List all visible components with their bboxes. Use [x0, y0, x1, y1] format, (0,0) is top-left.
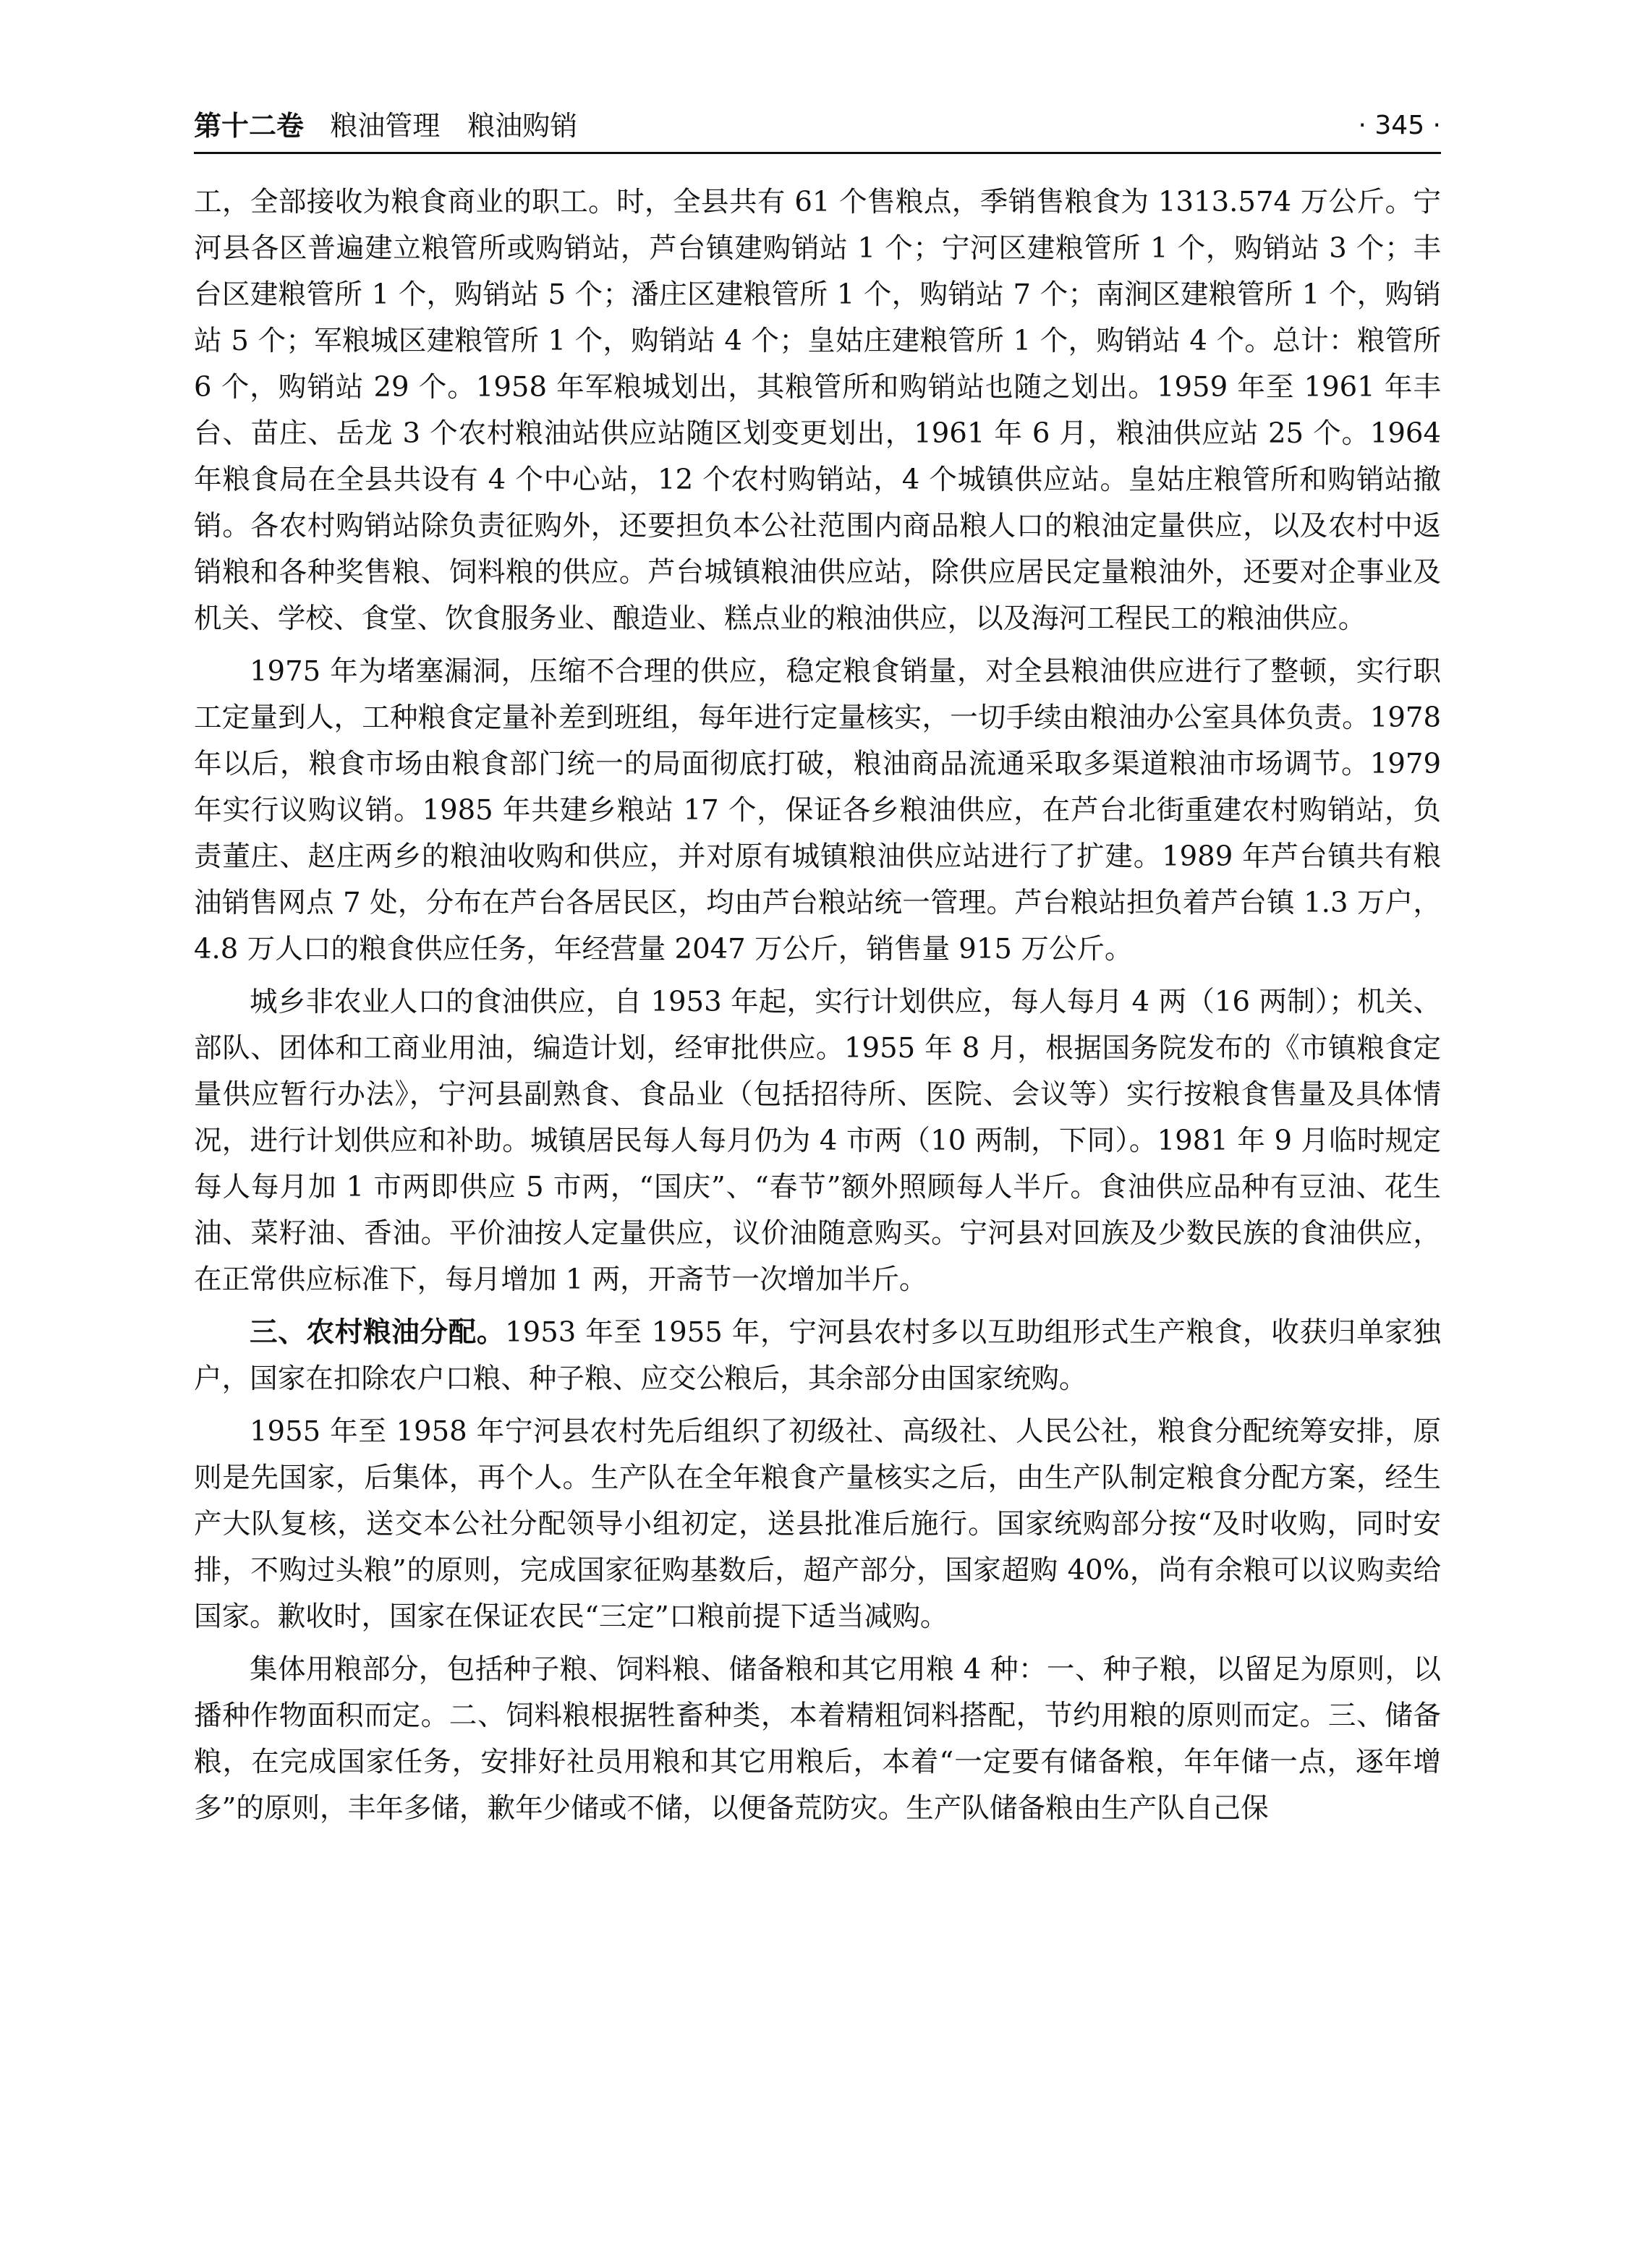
paragraph-6: 集体用粮部分，包括种子粮、饲料粮、储备粮和其它用粮 4 种：一、种子粮，以留足为原则，以播种作物面积而定。二、饲料粮根据牲畜种类，本着精粗饲料搭配，节约用粮的原则而定。三、储备粮，在完成国家任务，安排好社员用粮和其它用粮后，本着“一定要有储备粮，年年储一点，逐年增多”的原则，丰年多储，歉年少储或不储，以便备荒防灾。生产队储备粮由生产队自己保: [194, 1653, 1441, 1825]
paragraph-4-text: 1953 年至 1955 年，宁河县农村多以互助组形式生产粮食，收获归单家独户，国家在扣除农户口粮、种子粮、应交公粮后，其余部分由国家统购。: [194, 1316, 1441, 1395]
paragraph-4: [194, 1310, 1441, 1402]
page-header: [194, 107, 1441, 154]
paragraph-5: 1955 年至 1958 年宁河县农村先后组织了初级社、高级社、人民公社，粮食分配统筹安排，原则是先国家，后集体，再个人。生产队在全年粮食产量核实之后，由生产队制定粮食分配方案，经生产大队复核，送交本公社分配领导小组初定，送县批准后施行。国家统购部分按“及时收购，同时安排，不购过头粮”的原则，完成国家征购基数后，超产部分，国家超购 40%，尚有余粮可以议购卖给国家。歉收时，国家在保证农民“三定”口粮前提下适当减购。: [194, 1415, 1441, 1633]
body-text: [194, 179, 1441, 1838]
paragraph-2: 1975 年为堵塞漏洞，压缩不合理的供应，稳定粮食销量，对全县粮油供应进行了整顿，实行职工定量到人，工种粮食定量补差到班组，每年进行定量核实，一切手续由粮油办公室具体负责。1978 年以后，粮食市场由粮食部门统一的局面彻底打破，粮油商品流通采取多渠道粮油市场调节。1979 年实行议购议销。1985 年共建乡粮站 17 个，保证各乡粮油供应，在芦台北街重建农村购销站，负责董庄、赵庄两乡的粮油收购和供应，并对原有城镇粮油供应站进行了扩建。1989 年芦台镇共有粮油销售网点 7 处，分布在芦台各居民区，均由芦台粮站统一管理。芦台粮站担负着芦台镇 1.3 万户，4.8 万人口的粮食供应任务，年经营量 2047 万公斤，销售量 915 万公斤。: [194, 655, 1441, 965]
paragraph-1: 工，全部接收为粮食商业的职工。时，全县共有 61 个售粮点，季销售粮食为 1313.574 万公斤。宁河县各区普遍建立粮管所或购销站，芦台镇建购销站 1 个；宁河区建粮管所 1 个，购销站 3 个；丰台区建粮管所 1 个，购销站 5 个；潘庄区建粮管所 1 个，购销站 7 个；南涧区建粮管所 1 个，购销站 5 个；军粮城区建粮管所 1 个，购销站 4 个；皇姑庄建粮管所 1 个，购销站 4 个。总计：粮管所 6 个，购销站 29 个。1958 年军粮城划出，其粮管所和购销站也随之划出。1959 年至 1961 年丰台、苗庄、岳龙 3 个农村粮油站供应站随区划变更划出，1961 年 6 月，粮油供应站 25 个。1964 年粮食局在全县共设有 4 个中心站，12 个农村购销站，4 个城镇供应站。皇姑庄粮管所和购销站撤销。各农村购销站除负责征购外，还要担负本公社范围内商品粮人口的粮油定量供应，以及农村中返销粮和各种奖售粮、饲料粮的供应。芦台城镇粮油供应站，除供应居民定量粮油外，还要对企事业及机关、学校、食堂、饮食服务业、酿造业、糕点业的粮油供应，以及海河工程民工的粮油供应。: [194, 186, 1441, 635]
section-label: 粮油管理 粮油购销: [330, 110, 578, 142]
running-title: [194, 107, 577, 145]
volume-label: 第十二卷: [194, 110, 305, 142]
section-heading: 三、农村粮油分配。: [250, 1316, 506, 1349]
page-number: · 345 ·: [1358, 111, 1441, 140]
paragraph-3: 城乡非农业人口的食油供应，自 1953 年起，实行计划供应，每人每月 4 两（16 两制）；机关、部队、团体和工商业用油，编造计划，经审批供应。1955 年 8 月，根据国务院发布的《市镇粮食定量供应暂行办法》，宁河县副熟食、食品业（包括招待所、医院、会议等）实行按粮食售量及具体情况，进行计划供应和补助。城镇居民每人每月仍为 4 市两（10 两制，下同）。1981 年 9 月临时规定每人每月加 1 市两即供应 5 市两，“国庆”、“春节”额外照顾每人半斤。食油供应品种有豆油、花生油、菜籽油、香油。平价油按人定量供应，议价油随意购买。宁河县对回族及少数民族的食油供应，在正常供应标准下，每月增加 1 两，开斋节一次增加半斤。: [194, 986, 1441, 1296]
